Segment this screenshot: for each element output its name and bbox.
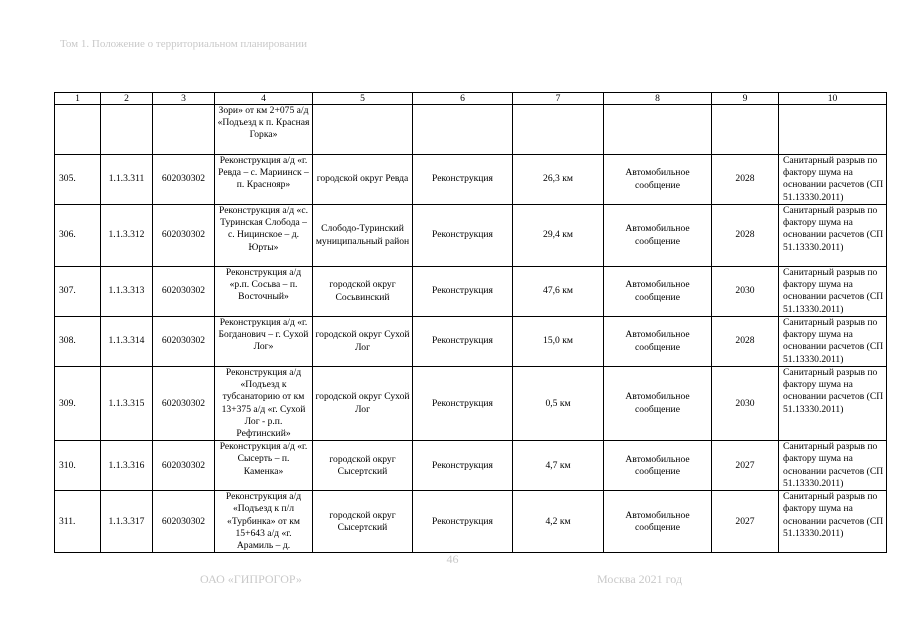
restriction-zone: Санитарный разрыв по фактору шума на основании расчетов (СП 51.13330.2011) (779, 491, 887, 553)
object-name: Реконструкция а/д «Подъезд к п/л «Турбинка» от км 15+643 а/д «г. Арамиль – д. (215, 491, 313, 553)
object-code: 1.1.3.313 (101, 267, 153, 317)
object-name: Реконструкция а/д «с. Туринская Слобода – с. Ницинское – д. Юрты» (215, 205, 313, 267)
activity-type: Реконструкция (413, 267, 513, 317)
purpose: Автомобильное сообщение (604, 317, 712, 367)
location (313, 105, 413, 155)
length: 29,4 км (513, 205, 604, 267)
object-code: 1.1.3.316 (101, 441, 153, 491)
location: городской округ Сухой Лог (313, 367, 413, 441)
restriction-zone: Санитарный разрыв по фактору шума на основании расчетов (СП 51.13330.2011) (779, 441, 887, 491)
object-name: Реконструкция а/д «г. Богданович – г. Сухой Лог» (215, 317, 313, 367)
table-row (55, 441, 887, 491)
object-name: Реконструкция а/д «г. Ревда – с. Мариинск – п. Краснояр» (215, 155, 313, 205)
classifier-code: 602030302 (153, 155, 215, 205)
column-header: 6 (413, 93, 513, 105)
year: 2030 (712, 367, 779, 441)
length: 0,5 км (513, 367, 604, 441)
location: городской округ Ревда (313, 155, 413, 205)
table-row (55, 267, 887, 317)
year: 2028 (712, 205, 779, 267)
location: городской округ Сухой Лог (313, 317, 413, 367)
year: 2027 (712, 441, 779, 491)
year: 2027 (712, 491, 779, 553)
classifier-code: 602030302 (153, 205, 215, 267)
object-code: 1.1.3.315 (101, 367, 153, 441)
classifier-code: 602030302 (153, 317, 215, 367)
object-name: Зори» от км 2+075 а/д «Подъезд к п. Красная Горка» (215, 105, 313, 155)
row-number: 308. (55, 317, 101, 367)
column-header: 5 (313, 93, 413, 105)
restriction-zone: Санитарный разрыв по фактору шума на основании расчетов (СП 51.13330.2011) (779, 267, 887, 317)
length: 4,7 км (513, 441, 604, 491)
planning-table (54, 92, 887, 553)
object-code: 1.1.3.314 (101, 317, 153, 367)
activity-type: Реконструкция (413, 205, 513, 267)
column-header: 9 (712, 93, 779, 105)
column-header: 10 (779, 93, 887, 105)
activity-type: Реконструкция (413, 155, 513, 205)
year: 2028 (712, 317, 779, 367)
length (513, 105, 604, 155)
organization-name: ОАО «ГИПРОГОР» (200, 572, 302, 586)
location: городской округ Сысертский (313, 441, 413, 491)
table-row (55, 155, 887, 205)
row-number: 311. (55, 491, 101, 553)
length: 15,0 км (513, 317, 604, 367)
page-number: 46 (446, 552, 459, 566)
table-row (55, 317, 887, 367)
object-code: 1.1.3.312 (101, 205, 153, 267)
classifier-code (153, 105, 215, 155)
length: 4,2 км (513, 491, 604, 553)
purpose: Автомобильное сообщение (604, 367, 712, 441)
classifier-code: 602030302 (153, 367, 215, 441)
classifier-code: 602030302 (153, 491, 215, 553)
row-number: 307. (55, 267, 101, 317)
table-row (55, 367, 887, 441)
object-name: Реконструкция а/д «г. Сысерть – п. Каменка» (215, 441, 313, 491)
column-header: 3 (153, 93, 215, 105)
column-header: 2 (101, 93, 153, 105)
classifier-code: 602030302 (153, 441, 215, 491)
purpose: Автомобильное сообщение (604, 155, 712, 205)
column-header: 4 (215, 93, 313, 105)
restriction-zone: Санитарный разрыв по фактору шума на основании расчетов (СП 51.13330.2011) (779, 317, 887, 367)
restriction-zone (779, 105, 887, 155)
location: городской округ Сосьвинский (313, 267, 413, 317)
object-code: 1.1.3.311 (101, 155, 153, 205)
table-row (55, 205, 887, 267)
column-number-row (55, 93, 887, 105)
table-row (55, 105, 887, 155)
location: городской округ Сысертский (313, 491, 413, 553)
column-header: 7 (513, 93, 604, 105)
object-name: Реконструкция а/д «р.п. Сосьва – п. Восточный» (215, 267, 313, 317)
row-number (55, 105, 101, 155)
year (712, 105, 779, 155)
activity-type (413, 105, 513, 155)
object-code (101, 105, 153, 155)
object-code: 1.1.3.317 (101, 491, 153, 553)
activity-type: Реконструкция (413, 367, 513, 441)
document-header: Том 1. Положение о территориальном планировании (60, 38, 308, 50)
length: 26,3 км (513, 155, 604, 205)
length: 47,6 км (513, 267, 604, 317)
column-header: 1 (55, 93, 101, 105)
year: 2030 (712, 267, 779, 317)
location: Слободо-Туринский муниципальный район (313, 205, 413, 267)
city-year: Москва 2021 год (597, 572, 683, 586)
activity-type: Реконструкция (413, 491, 513, 553)
row-number: 310. (55, 441, 101, 491)
purpose: Автомобильное сообщение (604, 441, 712, 491)
purpose: Автомобильное сообщение (604, 205, 712, 267)
classifier-code: 602030302 (153, 267, 215, 317)
object-name: Реконструкция а/д «Подъезд к тубсанаторию от км 13+375 а/д «г. Сухой Лог - р.п. Рефтинский» (215, 367, 313, 441)
activity-type: Реконструкция (413, 441, 513, 491)
row-number: 309. (55, 367, 101, 441)
purpose (604, 105, 712, 155)
row-number: 305. (55, 155, 101, 205)
activity-type: Реконструкция (413, 317, 513, 367)
year: 2028 (712, 155, 779, 205)
column-header: 8 (604, 93, 712, 105)
row-number: 306. (55, 205, 101, 267)
restriction-zone: Санитарный разрыв по фактору шума на основании расчетов (СП 51.13330.2011) (779, 367, 887, 441)
purpose: Автомобильное сообщение (604, 267, 712, 317)
table-row (55, 491, 887, 553)
purpose: Автомобильное сообщение (604, 491, 712, 553)
restriction-zone: Санитарный разрыв по фактору шума на основании расчетов (СП 51.13330.2011) (779, 155, 887, 205)
restriction-zone: Санитарный разрыв по фактору шума на основании расчетов (СП 51.13330.2011) (779, 205, 887, 267)
